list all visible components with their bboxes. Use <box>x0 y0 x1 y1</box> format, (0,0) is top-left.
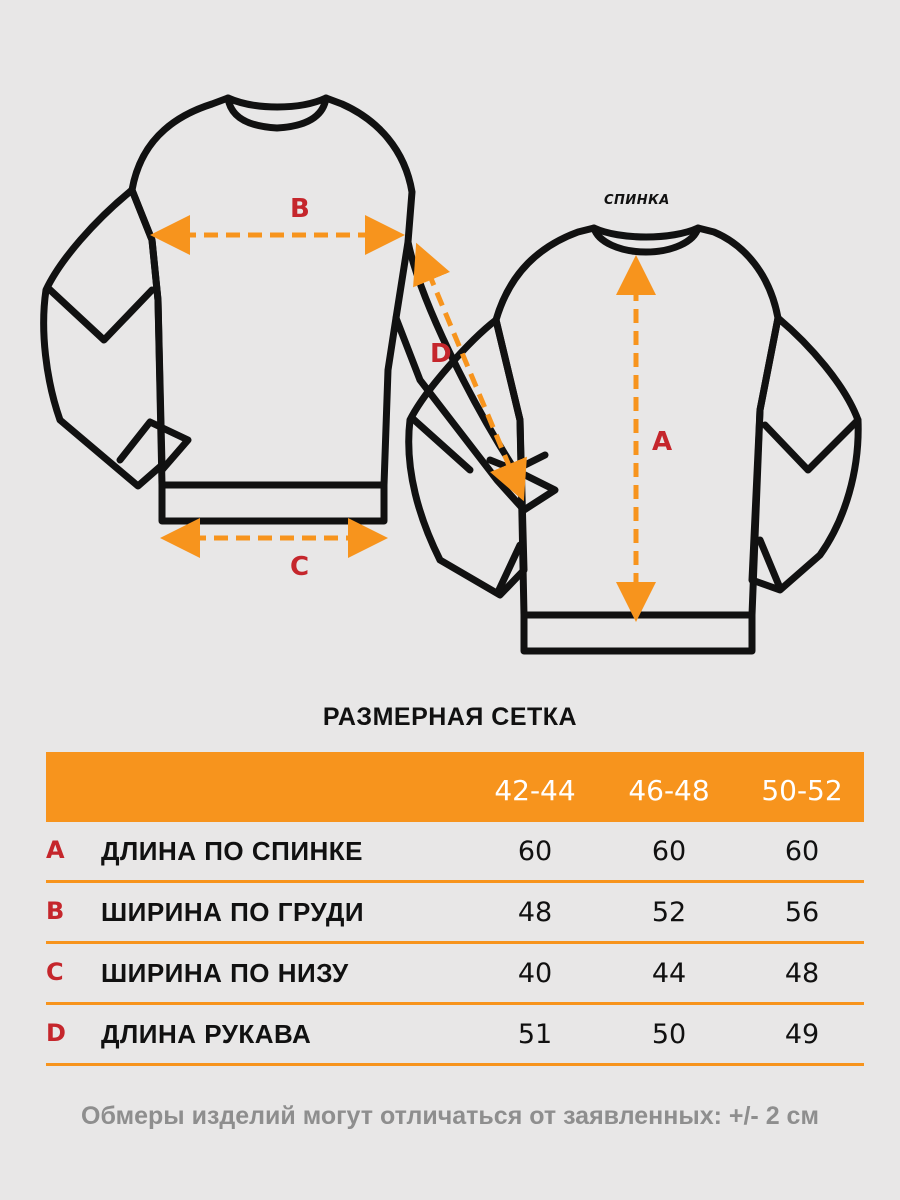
table-title: РАЗМЕРНАЯ СЕТКА <box>322 703 578 731</box>
row-letter: C <box>46 958 64 986</box>
row-name: ШИРИНА ПО НИЗУ <box>101 958 349 988</box>
row-value: 40 <box>517 958 553 989</box>
table-row <box>46 1005 864 1066</box>
row-value: 60 <box>517 836 553 867</box>
table-row <box>46 944 864 1005</box>
label-c: C <box>290 552 310 582</box>
row-value: 56 <box>784 897 820 928</box>
back-label: СПИНКА <box>604 193 670 208</box>
label-a: A <box>652 427 673 457</box>
row-name: ШИРИНА ПО ГРУДИ <box>101 897 365 927</box>
row-value: 51 <box>517 1019 553 1050</box>
table-row <box>46 883 864 944</box>
table-row <box>46 822 864 883</box>
size-col-2: 46-48 <box>628 774 710 807</box>
row-letter: D <box>46 1019 66 1047</box>
row-letter: A <box>46 836 65 864</box>
row-letter: B <box>46 897 65 925</box>
row-value: 60 <box>784 836 820 867</box>
label-d: D <box>430 339 452 369</box>
row-value: 50 <box>651 1019 687 1050</box>
row-value: 52 <box>651 897 687 928</box>
row-value: 44 <box>651 958 687 989</box>
row-value: 48 <box>517 897 553 928</box>
size-header <box>46 752 864 822</box>
size-table <box>46 752 864 1066</box>
footnote: Обмеры изделий могут отличаться от заявленных: +/- 2 см <box>81 1102 819 1130</box>
row-value: 49 <box>784 1019 820 1050</box>
size-col-1: 42-44 <box>494 774 576 807</box>
front-sweatshirt <box>44 98 555 521</box>
row-name: ДЛИНА ПО СПИНКЕ <box>101 836 364 866</box>
size-col-3: 50-52 <box>761 774 843 807</box>
label-b: B <box>290 194 310 224</box>
back-sweatshirt <box>409 228 858 651</box>
row-value: 60 <box>651 836 687 867</box>
row-name: ДЛИНА РУКАВА <box>101 1019 312 1049</box>
row-value: 48 <box>784 958 820 989</box>
